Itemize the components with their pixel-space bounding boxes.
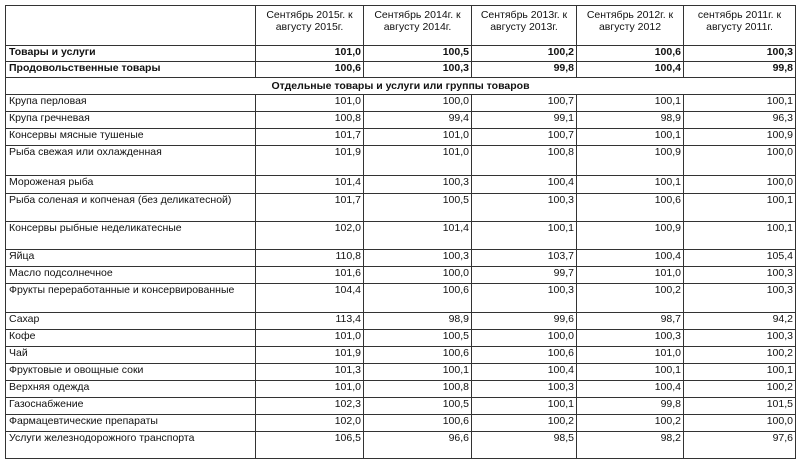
value-cell: 101,6 xyxy=(256,267,364,284)
value-cell: 102,3 xyxy=(256,398,364,415)
price-index-table xyxy=(5,5,796,459)
value-cell: 100,3 xyxy=(364,250,472,267)
table-row xyxy=(6,129,796,146)
header-cell-2014: Сентябрь 2014г. к августу 2014г. xyxy=(364,6,472,46)
value-cell: 100,3 xyxy=(364,62,472,78)
value-cell: 100,2 xyxy=(472,415,577,432)
value-cell: 100,9 xyxy=(577,222,684,250)
value-cell: 110,8 xyxy=(256,250,364,267)
value-cell: 96,6 xyxy=(364,432,472,459)
value-cell: 99,8 xyxy=(684,62,796,78)
value-cell: 101,0 xyxy=(577,347,684,364)
value-cell: 100,1 xyxy=(577,129,684,146)
value-cell: 100,3 xyxy=(684,267,796,284)
value-cell: 96,3 xyxy=(684,112,796,129)
value-cell: 100,5 xyxy=(364,194,472,222)
value-cell: 94,2 xyxy=(684,313,796,330)
value-cell: 97,6 xyxy=(684,432,796,459)
value-cell: 98,5 xyxy=(472,432,577,459)
value-cell: 101,0 xyxy=(256,46,364,62)
value-cell: 100,5 xyxy=(364,398,472,415)
row-label: Мороженая рыба xyxy=(6,176,256,194)
header-cell-2012: Сентябрь 2012г. к августу 2012 xyxy=(577,6,684,46)
value-cell: 100,1 xyxy=(684,364,796,381)
table-row xyxy=(6,432,796,459)
value-cell: 100,7 xyxy=(472,129,577,146)
value-cell: 100,9 xyxy=(684,129,796,146)
value-cell: 100,2 xyxy=(472,46,577,62)
value-cell: 101,7 xyxy=(256,194,364,222)
value-cell: 100,1 xyxy=(472,398,577,415)
table-row xyxy=(6,194,796,222)
value-cell: 100,1 xyxy=(684,222,796,250)
value-cell: 101,5 xyxy=(684,398,796,415)
header-cell-2015: Сентябрь 2015г. к августу 2015г. xyxy=(256,6,364,46)
value-cell: 100,1 xyxy=(577,95,684,112)
value-cell: 99,7 xyxy=(472,267,577,284)
value-cell: 100,1 xyxy=(684,95,796,112)
value-cell: 101,7 xyxy=(256,129,364,146)
value-cell: 100,3 xyxy=(472,284,577,313)
value-cell: 100,3 xyxy=(577,330,684,347)
table-row xyxy=(6,250,796,267)
table-row xyxy=(6,313,796,330)
row-label: Продовольственные товары xyxy=(6,62,256,78)
table-row xyxy=(6,284,796,313)
row-label: Кофе xyxy=(6,330,256,347)
value-cell: 100,2 xyxy=(684,347,796,364)
header-cell-2013: Сентябрь 2013г. к августу 2013г. xyxy=(472,6,577,46)
value-cell: 100,9 xyxy=(577,146,684,176)
value-cell: 100,0 xyxy=(472,330,577,347)
row-label: Верхняя одежда xyxy=(6,381,256,398)
value-cell: 98,2 xyxy=(577,432,684,459)
value-cell: 100,1 xyxy=(364,364,472,381)
value-cell: 102,0 xyxy=(256,415,364,432)
value-cell: 101,0 xyxy=(364,129,472,146)
value-cell: 100,6 xyxy=(256,62,364,78)
row-label: Консервы рыбные неделикатесные xyxy=(6,222,256,250)
value-cell: 99,1 xyxy=(472,112,577,129)
value-cell: 100,1 xyxy=(472,222,577,250)
section-header-row xyxy=(6,78,796,95)
value-cell: 100,4 xyxy=(577,62,684,78)
value-cell: 100,1 xyxy=(577,364,684,381)
value-cell: 100,2 xyxy=(577,284,684,313)
table-row xyxy=(6,222,796,250)
value-cell: 99,8 xyxy=(577,398,684,415)
value-cell: 100,3 xyxy=(472,381,577,398)
value-cell: 100,4 xyxy=(577,250,684,267)
table-row xyxy=(6,398,796,415)
row-label: Масло подсолнечное xyxy=(6,267,256,284)
value-cell: 98,7 xyxy=(577,313,684,330)
value-cell: 100,6 xyxy=(364,284,472,313)
table-row xyxy=(6,95,796,112)
value-cell: 100,2 xyxy=(577,415,684,432)
table-row xyxy=(6,381,796,398)
row-label: Сахар xyxy=(6,313,256,330)
value-cell: 100,3 xyxy=(684,284,796,313)
table-row xyxy=(6,146,796,176)
value-cell: 100,1 xyxy=(684,194,796,222)
row-label: Яйца xyxy=(6,250,256,267)
table-row xyxy=(6,330,796,347)
header-cell-item xyxy=(6,6,256,46)
value-cell: 100,3 xyxy=(472,194,577,222)
value-cell: 100,3 xyxy=(684,46,796,62)
value-cell: 100,8 xyxy=(364,381,472,398)
summary-row xyxy=(6,62,796,78)
value-cell: 100,0 xyxy=(684,415,796,432)
value-cell: 100,2 xyxy=(684,381,796,398)
value-cell: 100,7 xyxy=(472,95,577,112)
row-label: Фрукты переработанные и консервированные xyxy=(6,284,256,313)
row-label: Консервы мясные тушеные xyxy=(6,129,256,146)
value-cell: 100,6 xyxy=(472,347,577,364)
value-cell: 113,4 xyxy=(256,313,364,330)
section-title: Отдельные товары и услуги или группы товаров xyxy=(6,78,796,95)
value-cell: 100,6 xyxy=(577,194,684,222)
value-cell: 101,0 xyxy=(577,267,684,284)
value-cell: 100,6 xyxy=(364,415,472,432)
value-cell: 106,5 xyxy=(256,432,364,459)
value-cell: 100,6 xyxy=(577,46,684,62)
value-cell: 100,8 xyxy=(256,112,364,129)
value-cell: 100,5 xyxy=(364,330,472,347)
table-row xyxy=(6,347,796,364)
table-row xyxy=(6,364,796,381)
value-cell: 98,9 xyxy=(364,313,472,330)
value-cell: 100,0 xyxy=(364,95,472,112)
value-cell: 100,0 xyxy=(684,176,796,194)
value-cell: 103,7 xyxy=(472,250,577,267)
value-cell: 101,0 xyxy=(364,146,472,176)
value-cell: 105,4 xyxy=(684,250,796,267)
row-label: Услуги железнодорожного транспорта xyxy=(6,432,256,459)
value-cell: 100,5 xyxy=(364,46,472,62)
table-row xyxy=(6,415,796,432)
row-label: Крупа гречневая xyxy=(6,112,256,129)
value-cell: 101,0 xyxy=(256,95,364,112)
value-cell: 101,3 xyxy=(256,364,364,381)
row-label: Товары и услуги xyxy=(6,46,256,62)
value-cell: 100,8 xyxy=(472,146,577,176)
row-label: Чай xyxy=(6,347,256,364)
price-index-table-container xyxy=(5,5,796,459)
value-cell: 99,6 xyxy=(472,313,577,330)
row-label: Рыба свежая или охлажденная xyxy=(6,146,256,176)
value-cell: 99,8 xyxy=(472,62,577,78)
row-label: Газоснабжение xyxy=(6,398,256,415)
header-cell-2011: сентябрь 2011г. к августу 2011г. xyxy=(684,6,796,46)
row-label: Рыба соленая и копченая (без деликатесной) xyxy=(6,194,256,222)
value-cell: 101,9 xyxy=(256,347,364,364)
value-cell: 101,4 xyxy=(364,222,472,250)
value-cell: 100,3 xyxy=(364,176,472,194)
value-cell: 100,4 xyxy=(472,364,577,381)
value-cell: 101,4 xyxy=(256,176,364,194)
table-row xyxy=(6,112,796,129)
value-cell: 100,1 xyxy=(577,176,684,194)
value-cell: 101,0 xyxy=(256,381,364,398)
summary-row xyxy=(6,46,796,62)
value-cell: 101,0 xyxy=(256,330,364,347)
value-cell: 100,4 xyxy=(472,176,577,194)
value-cell: 104,4 xyxy=(256,284,364,313)
value-cell: 99,4 xyxy=(364,112,472,129)
row-label: Фруктовые и овощные соки xyxy=(6,364,256,381)
value-cell: 98,9 xyxy=(577,112,684,129)
value-cell: 100,0 xyxy=(364,267,472,284)
row-label: Фармацевтические препараты xyxy=(6,415,256,432)
value-cell: 100,6 xyxy=(364,347,472,364)
value-cell: 100,0 xyxy=(684,146,796,176)
table-header-row xyxy=(6,6,796,46)
value-cell: 100,3 xyxy=(684,330,796,347)
table-row xyxy=(6,176,796,194)
table-row xyxy=(6,267,796,284)
value-cell: 100,4 xyxy=(577,381,684,398)
value-cell: 102,0 xyxy=(256,222,364,250)
value-cell: 101,9 xyxy=(256,146,364,176)
row-label: Крупа перловая xyxy=(6,95,256,112)
